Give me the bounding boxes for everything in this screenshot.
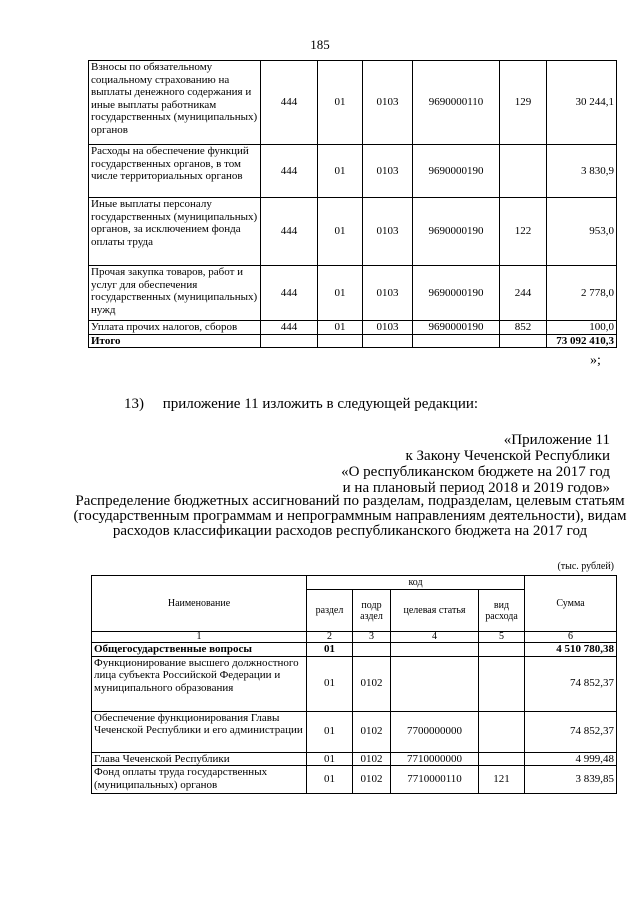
row-name: Расходы на обеспечение функций государственных органов, в том числе территориальных органов [89,145,261,198]
row-rz: 01 [307,656,353,711]
row-sum: 953,0 [547,198,617,266]
row-cs: 9690000190 [413,266,500,321]
row-name: Взносы по обязательному социальному страхованию на выплаты денежного содержания и иные выплаты работникам государственных (муниципальных) органов [89,61,261,145]
row-rz: 01 [318,266,363,321]
row-sum: 100,0 [547,321,617,335]
header-name: Наименование [92,576,307,632]
row-name: Обеспечение функционирования Главы Чеченской Республики и его администрации [92,711,307,752]
index-cell: 6 [525,632,617,643]
row-cs: 9690000190 [413,145,500,198]
table-row [92,766,617,794]
index-cell: 5 [479,632,525,643]
row-pr: 0103 [363,198,413,266]
row-ved: 444 [261,61,318,145]
table-row [92,752,617,766]
row-cs [391,643,479,657]
row-pr: 0102 [353,656,391,711]
row-cs: 9690000190 [413,321,500,335]
total-label: Итого [89,334,261,348]
row-sum: 3 839,85 [525,766,617,794]
row-cs: 7700000000 [391,711,479,752]
row-ved: 444 [261,198,318,266]
table-row [92,643,617,657]
row-ved: 444 [261,266,318,321]
row-name: Прочая закупка товаров, работ и услуг для обеспечения государственных (муниципальных) нужд [89,266,261,321]
row-pr: 0103 [363,266,413,321]
row-sum: 74 852,37 [525,711,617,752]
page-number: 185 [310,37,330,52]
row-rz: 01 [307,643,353,657]
row-vr: 244 [500,266,547,321]
row-sum: 4 510 780,38 [525,643,617,657]
row-sum: 4 999,48 [525,752,617,766]
row-cs: 7710000110 [391,766,479,794]
index-cell: 2 [307,632,353,643]
total-row [89,334,617,348]
row-name: Фонд оплаты труда государственных (муниципальных) органов [92,766,307,794]
row-sum: 74 852,37 [525,656,617,711]
header-code: код [307,576,525,590]
row-rz: 01 [318,198,363,266]
closing-quote: »; [590,353,601,368]
index-cell: 1 [92,632,307,643]
row-pr: 0103 [363,61,413,145]
row-pr: 0103 [363,145,413,198]
row-vr [479,752,525,766]
row-vr [479,656,525,711]
row-pr: 0102 [353,752,391,766]
row-ved: 444 [261,321,318,335]
header-sum: Сумма [525,576,617,632]
row-vr [479,711,525,752]
row-ved: 444 [261,145,318,198]
index-row [92,632,617,643]
table-row [89,145,617,198]
header-razdel: раздел [307,590,353,632]
row-vr [500,145,547,198]
row-rz: 01 [318,61,363,145]
row-rz: 01 [318,321,363,335]
row-name: Иные выплаты персоналу государственных (муниципальных) органов, за исключением фонда оплаты труда [89,198,261,266]
table-row [92,656,617,711]
row-cs [391,656,479,711]
row-vr: 121 [479,766,525,794]
table-row [89,198,617,266]
appendix-line-2: к Закону Чеченской Республики [405,448,610,464]
row-sum: 3 830,9 [547,145,617,198]
header-target: целевая статья [391,590,479,632]
row-rz: 01 [318,145,363,198]
row-name: Уплата прочих налогов, сборов [89,321,261,335]
row-vr: 852 [500,321,547,335]
units-label: (тыс. рублей) [557,561,614,572]
header-row [92,576,617,590]
row-rz: 01 [307,752,353,766]
row-cs: 9690000110 [413,61,500,145]
row-name: Функционирование высшего должностного лица субъекта Российской Федерации и муниципального образования [92,656,307,711]
document-heading: Распределение бюджетных ассигнований по разделам, подразделам, целевым статьям (государственным программам и непрограммным направлениям деятельности), видам расходов классификации расходов республиканского бюджета на 2017 год [73,493,627,539]
row-cs: 7710000000 [391,752,479,766]
table-row [89,266,617,321]
header-expense-type: вид расхода [479,590,525,632]
appendix-line-3: «О республиканском бюджете на 2017 год [341,464,610,480]
row-rz: 01 [307,766,353,794]
row-vr [479,643,525,657]
budget-allocation-table [91,575,617,794]
row-vr: 129 [500,61,547,145]
index-cell: 3 [353,632,391,643]
row-pr: 0102 [353,766,391,794]
appendix-line-1: «Приложение 11 [503,432,610,448]
row-sum: 2 778,0 [547,266,617,321]
table-row [92,711,617,752]
row-sum: 30 244,1 [547,61,617,145]
header-podrazdel: подр аздел [353,590,391,632]
budget-table-continued [88,60,617,348]
index-cell: 4 [391,632,479,643]
appendix-line-4: и на плановый период 2018 и 2019 годов» [342,480,610,496]
row-name: Глава Чеченской Республики [92,752,307,766]
row-cs: 9690000190 [413,198,500,266]
row-name: Общегосударственные вопросы [92,643,307,657]
table-row [89,321,617,335]
row-pr [353,643,391,657]
row-pr: 0102 [353,711,391,752]
amendment-item-13: 13) приложение 11 изложить в следующей редакции: [124,396,479,412]
appendix-header [341,432,610,496]
row-pr: 0103 [363,321,413,335]
row-vr: 122 [500,198,547,266]
row-rz: 01 [307,711,353,752]
total-sum: 73 092 410,3 [547,334,617,348]
table-row [89,61,617,145]
